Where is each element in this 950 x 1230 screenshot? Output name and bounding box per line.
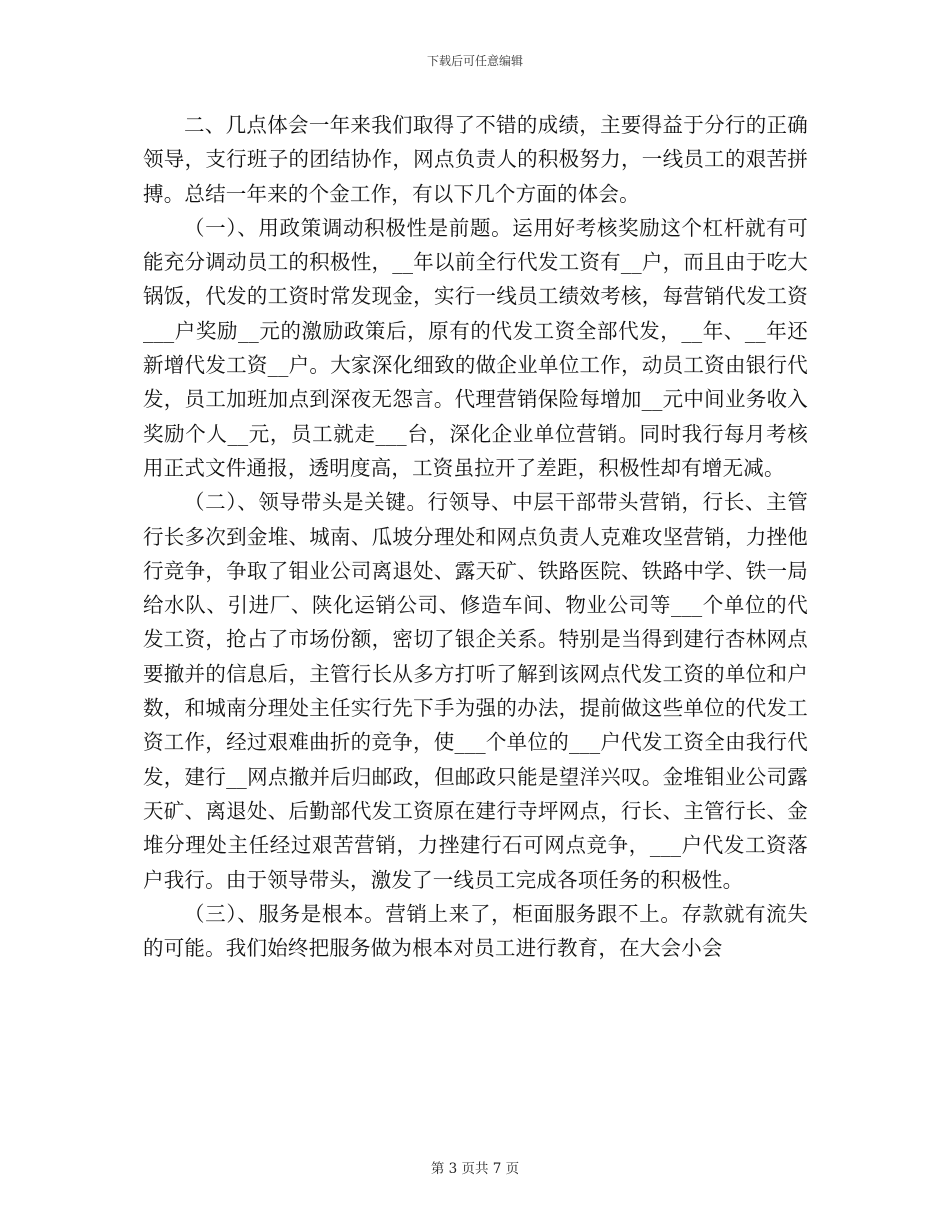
- paragraph-1: 二、几点体会一年来我们取得了不错的成绩，主要得益于分行的正确领导，支行班子的团结协作，网点负责人的积极努力，一线员工的艰苦拼搏。总结一年来的个金工作，有以下几个方面的体会。: [143, 113, 808, 206]
- paragraph-2: （一）、用政策调动积极性是前题。运用好考核奖励这个杠杆就有可能充分调动员工的积极性，__年以前全行代发工资有__户，而且由于吃大锅饭，代发的工资时常发现金，实行一线员工绩效考核，每营销代发工资___户奖励__元的激励政策后，原有的代发工资全部代发，__年、__年还新增代发工资__户。大家深化细致的做企业单位工作，动员工资由银行代发，员工加班加点到深夜无怨言。代理营销保险每增加__元中间业务收入奖励个人__元，员工就走___台，深化企业单位营销。同时我行每月考核用正式文件通报，透明度高，工资虽拉开了差距，积极性却有增无减。: [143, 215, 808, 480]
- page-header: 下载后可任意编辑: [426, 54, 523, 68]
- paragraph-4: （三）、服务是根本。营销上来了，柜面服务跟不上。存款就有流失的可能。我们始终把服务做为根本对员工进行教育，在大会小会: [143, 901, 808, 961]
- page-number: 第 3 页共 7 页: [430, 1161, 520, 1177]
- document-body: [143, 108, 808, 965]
- paragraph-3: （二）、领导带头是关键。行领导、中层干部带头营销，行长、主管行长多次到金堆、城南、瓜坡分理处和网点负责人克难攻坚营销，力挫他行竞争，争取了钼业公司离退处、露天矿、铁路医院、铁路中学、铁一局给水队、引进厂、陕化运销公司、修造车间、物业公司等___个单位的代发工资，抢占了市场份额，密切了银企关系。特别是当得到建行杏林网点要撤并的信息后，主管行长从多方打听了解到该网点代发工资的单位和户数，和城南分理处主任实行先下手为强的办法，提前做这些单位的代发工资工作，经过艰难曲折的竞争，使___个单位的___户代发工资全由我行代发，建行__网点撤并后归邮政，但邮政只能是望洋兴叹。金堆钼业公司露天矿、离退处、后勤部代发工资原在建行寺坪网点，行长、主管行长、金堆分理处主任经过艰苦营销，力挫建行石可网点竞争，___户代发工资落户我行。由于领导带头，激发了一线员工完成各项任务的积极性。: [143, 490, 808, 892]
